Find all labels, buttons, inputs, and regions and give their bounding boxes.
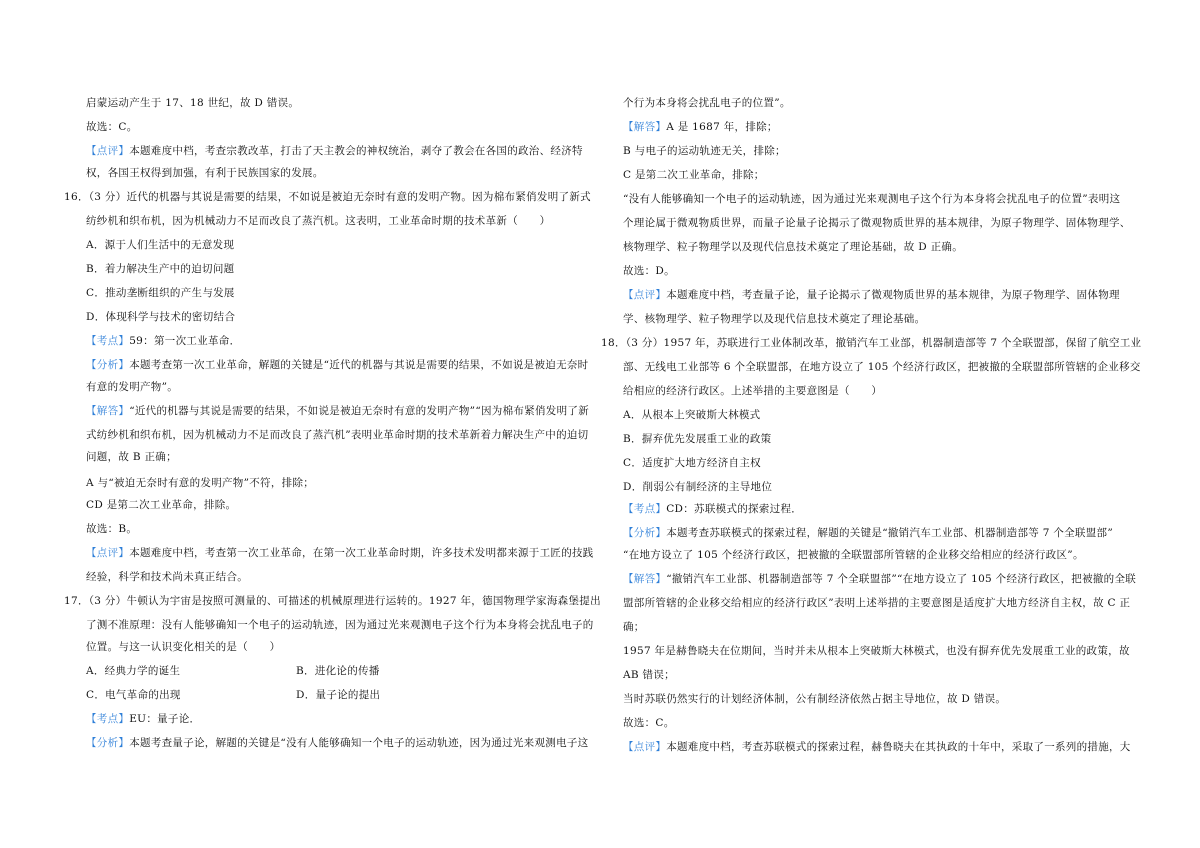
text-line (86, 310, 235, 324)
line-text: A．从根本上突破斯大林模式 (623, 409, 761, 421)
line-text: B．摒弃优先发展重工业的政策 (623, 433, 772, 445)
line-text: 本题考查第一次工业革命，解题的关键是“近代的机器与其说是需要的结果，不如说是被迫无奈时 (129, 359, 589, 371)
text-line (86, 736, 588, 750)
text-line (623, 620, 645, 634)
line-text: 本题难度中档，考查宗教改革，打击了天主教会的神权统治，剥夺了教会在各国的政治、经济特 (129, 145, 583, 157)
text-line (86, 522, 137, 536)
text-line (623, 502, 802, 516)
text-line (623, 360, 1141, 374)
line-text: “在地方设立了 105 个经济行政区，把被撤的全联盟部所管辖的企业移交给相应的经济行政区”。 (623, 549, 1084, 561)
line-text: 启蒙运动产生于 17、18 世纪，故 D 错误。 (86, 97, 300, 109)
line-text: 个理论属于微观物质世界，而量子论量子论揭示了微观物质世界的基本规律，为原子物理学、固体物理学、 (623, 217, 1131, 229)
section-tag: 【考点】 (86, 713, 130, 725)
text-line (623, 548, 1084, 562)
text-line (623, 716, 675, 730)
text-line (86, 380, 178, 394)
text-line (623, 144, 786, 158)
text-line (86, 476, 314, 490)
line-text: C．推动垄断组织的产生与发展 (86, 287, 235, 299)
text-line (86, 214, 550, 228)
line-text: 18．（3 分）1957 年，苏联进行工业体制改革，撤销汽车工业部，机器制造部等 7 个全联盟部，保留了航空工业 (601, 337, 1142, 349)
line-text: 故选：D。 (623, 265, 675, 277)
line-text: B 与电子的运动轨迹无关，排除； (623, 145, 786, 157)
line-text: 16．（3 分）近代的机器与其说是需要的结果，不如说是被迫无奈时有意的发明产物。因为棉布紧俏发明了新式 (64, 191, 591, 203)
line-text: A 是 1687 年，排除； (666, 121, 778, 133)
line-text: 确； (623, 621, 645, 633)
line-text: “近代的机器与其说是需要的结果，不如说是被迫无奈时有意的发明产物”“因为棉布紧俏发明了新 (129, 405, 590, 417)
text-line (623, 240, 963, 254)
text-line (86, 570, 248, 584)
text-line (86, 618, 594, 632)
text-line (86, 334, 240, 348)
line-text: D．削弱公有制经济的主导地位 (623, 481, 773, 493)
section-tag: 【点评】 (623, 289, 667, 301)
text-line (623, 288, 1120, 302)
line-text: 17．（3 分）牛顿认为宇宙是按照可测量的、可描述的机械原理进行运转的。1927 年，德国物理学家海森堡提出 (64, 595, 601, 607)
text-line (86, 498, 236, 512)
text-line (86, 688, 381, 702)
line-text: AB 错误； (623, 669, 675, 681)
text-line (623, 408, 760, 422)
text-line (86, 286, 235, 300)
line-text: 59：第一次工业革命． (129, 335, 241, 347)
text-line (64, 190, 591, 204)
line-text: 本题难度中档，考查量子论，量子论揭示了微观物质世界的基本规律，为原子物理学、固体物理 (666, 289, 1120, 301)
line-text: CD 是第二次工业革命，排除。 (86, 499, 237, 511)
text-line (623, 572, 1136, 586)
section-tag: 【解答】 (623, 121, 667, 133)
line-text: A．源于人们生活中的无意发现 (86, 239, 235, 251)
text-line (86, 640, 280, 654)
section-tag: 【分析】 (86, 737, 130, 749)
text-line (86, 404, 589, 418)
line-text: 核物理学、粒子物理学以及现代信息技术奠定了理论基础，故 D 正确。 (623, 241, 963, 253)
line-text: 本题考查量子论，解题的关键是“没有人能够确知一个电子的运动轨迹，因为通过光来观测电子这 (129, 737, 589, 749)
text-line (601, 336, 1141, 350)
line-text: 问题，故 B 正确； (86, 451, 177, 463)
line-text: 盟部所管辖的企业移交给相应的经济行政区”表明上述举措的主要意图是适度扩大地方经济自主权，故 C 正 (623, 597, 1131, 609)
section-tag: 【解答】 (623, 573, 667, 585)
text-line (623, 668, 675, 682)
text-line (623, 644, 1130, 658)
line-text: 学、核物理学、粒子物理学以及现代信息技术奠定了理论基础。 (623, 313, 926, 325)
text-line (86, 546, 594, 560)
text-line (623, 456, 761, 470)
option-text: D．量子论的提出 (296, 689, 381, 701)
line-text: 1957 年是赫鲁晓夫在位期间，当时并未从根本上突破斯大林模式，也没有摒弃优先发展重工业的政策，故 (623, 645, 1130, 657)
text-line (86, 262, 234, 276)
text-line (86, 144, 583, 158)
text-line (623, 264, 675, 278)
line-text: 纺纱机和织布机，因为机械动力不足而改良了蒸汽机。这表明，工业革命时期的技术革新（ ） (86, 215, 551, 227)
line-text: 部、无线电工业部等 6 个全联盟部，在地方设立了 105 个经济行政区，把被撤的全联盟部所管辖的企业移交 (623, 361, 1141, 373)
line-text: 经验，科学和技术尚未真正结合。 (86, 571, 248, 583)
line-text: 权，各国王权得到加强，有利于民族国家的发展。 (86, 167, 324, 179)
text-line (623, 432, 771, 446)
line-text: CD：苏联模式的探索过程． (666, 503, 803, 515)
line-text: 了测不准原理：没有人能够确知一个电子的运动轨迹，因为通过光来观测电子这个行为本身将会扰乱电子的 (86, 619, 594, 631)
line-text: 故选：B。 (86, 523, 138, 535)
line-text: 当时苏联仍然实行的计划经济体制，公有制经济依然占据主导地位，故 D 错误。 (623, 693, 1007, 705)
line-text: 故选：C。 (86, 121, 138, 133)
text-line (623, 526, 1113, 540)
text-line (623, 480, 772, 494)
text-line (64, 594, 601, 608)
line-text: “没有人能够确知一个电子的运动轨迹，因为通过光来观测电子这个行为本身将会扰乱电子的位置”表明这 (623, 193, 1121, 205)
line-text: 有意的发明产物”。 (86, 381, 179, 393)
line-text: C．适度扩大地方经济自主权 (623, 457, 761, 469)
line-text: 本题难度中档，考查苏联模式的探索过程，赫鲁晓夫在其执政的十年中，采取了一系列的措施，大 (666, 741, 1131, 753)
text-line (623, 384, 882, 398)
line-text: B．着力解决生产中的迫切问题 (86, 263, 235, 275)
text-line (86, 166, 324, 180)
text-line (623, 192, 1120, 206)
text-line (623, 692, 1006, 706)
line-text: C 是第二次工业革命，排除； (623, 169, 765, 181)
text-line (86, 712, 200, 726)
line-text: EU：量子论． (129, 713, 201, 725)
text-line (86, 238, 234, 252)
line-text: 个行为本身将会扰乱电子的位置”。 (623, 97, 791, 109)
text-line (86, 450, 177, 464)
line-text: C．电气革命的出现 (86, 689, 181, 701)
text-line (623, 740, 1131, 754)
section-tag: 【分析】 (623, 527, 667, 539)
text-line (86, 96, 299, 110)
line-text: 故选：C。 (623, 717, 675, 729)
text-line (623, 596, 1130, 610)
section-tag: 【解答】 (86, 405, 130, 417)
line-text: 给相应的经济行政区。上述举措的主要意图是（ ） (623, 385, 883, 397)
line-text: D．体现科学与技术的密切结合 (86, 311, 236, 323)
text-line (86, 428, 588, 442)
section-tag: 【考点】 (86, 335, 130, 347)
option-text: B．进化论的传播 (296, 665, 380, 677)
text-line (86, 664, 380, 678)
section-tag: 【点评】 (86, 547, 130, 559)
text-line (623, 312, 925, 326)
text-line (623, 120, 778, 134)
section-tag: 【点评】 (86, 145, 130, 157)
line-text: A．经典力学的诞生 (86, 665, 181, 677)
line-text: “撤销汽车工业部、机器制造部等 7 个全联盟部”“在地方设立了 105 个经济行政区，把被撤的全联 (666, 573, 1137, 585)
section-tag: 【点评】 (623, 741, 667, 753)
text-line (623, 96, 791, 110)
section-tag: 【分析】 (86, 359, 130, 371)
line-text: 位置。与这一认识变化相关的是（ ） (86, 641, 281, 653)
line-text: A 与“被迫无奈时有意的发明产物”不符，排除； (86, 477, 315, 489)
section-tag: 【考点】 (623, 503, 667, 515)
text-line (86, 120, 138, 134)
text-line (623, 216, 1131, 230)
line-text: 式纺纱机和织布机，因为机械动力不足而改良了蒸汽机”表明业革命时期的技术革新着力解决生产中的迫切 (86, 429, 589, 441)
line-text: 本题难度中档，考查第一次工业革命，在第一次工业革命时期，许多技术发明都来源于工匠的技践 (129, 547, 594, 559)
text-line (86, 358, 588, 372)
text-line (623, 168, 765, 182)
line-text: 本题考查苏联模式的探索过程，解题的关键是“撤销汽车工业部、机器制造部等 7 个全联盟部” (666, 527, 1113, 539)
